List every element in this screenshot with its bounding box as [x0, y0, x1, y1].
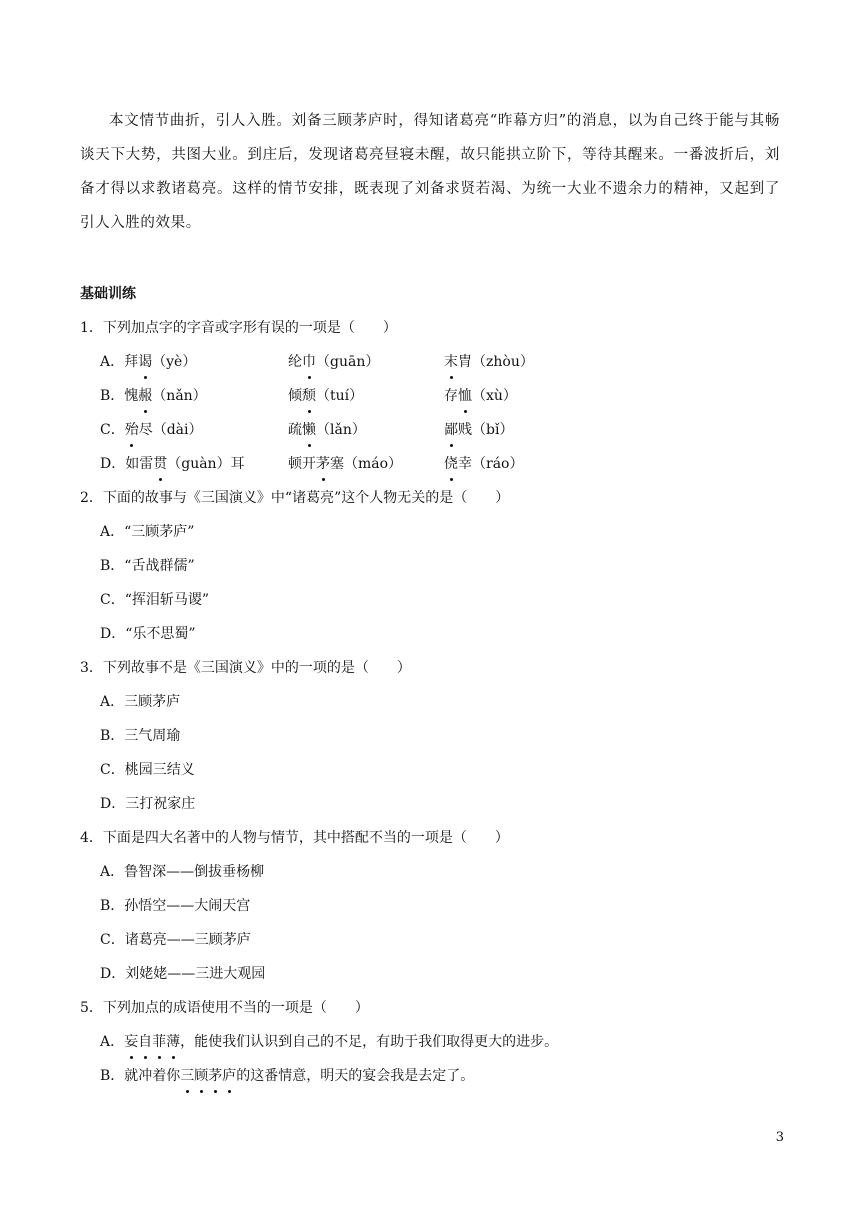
dotted-char: 妄	[124, 1029, 138, 1055]
intro-paragraph: 本文情节曲折，引人入胜。刘备三顾茅庐时，得知诸葛亮“昨幕方归”的消息，以为自己终于能与其畅谈天下大势，共图大业。到庄后，发现诸葛亮昼寝未醒，故只能拱立阶下，等待其醒来。一番波折后，刘备才得以求教诸葛亮。这样的情节安排，既表现了刘备求贤若渴、为统一大业不遗余力的精神，又起到了引人入胜的效果。	[80, 113, 780, 231]
q5-option-a: A．妄自菲薄，能使我们认识到自己的不足，有助于我们取得更大的进步。	[80, 1029, 780, 1063]
dotted-char: 懒	[302, 417, 316, 443]
option-letter: B．	[100, 388, 125, 404]
dotted-char: 自	[138, 1029, 152, 1055]
option-letter: D．	[100, 456, 126, 472]
dotted-char: 鄙	[444, 417, 458, 443]
q3-option-d: D．三打祝家庄	[100, 796, 196, 812]
dotted-char: 殆	[125, 417, 139, 443]
section-title: 基础训练	[80, 286, 136, 302]
dotted-char: 末	[444, 349, 458, 375]
dotted-char: 薄	[166, 1029, 180, 1055]
q2-option-a: A．“三顾茅庐”	[100, 524, 195, 540]
question-2-stem: 2．下面的故事与《三国演义》中“诸葛亮”这个人物无关的是（ ）	[80, 490, 510, 506]
option-letter: C．	[100, 422, 125, 438]
q4-option-a: A．鲁智深——倒拔垂杨柳	[100, 864, 265, 880]
q1-option-c: C．殆尽（dài） 疏懒（lǎn） 鄙贱（bǐ）	[80, 417, 780, 451]
dotted-char: 恤	[458, 383, 472, 409]
q3-option-b: B．三气周瑜	[100, 728, 181, 744]
dotted-char: 贯	[153, 451, 167, 477]
q3-option-c: C．桃园三结义	[100, 762, 195, 778]
q1-option-a: A．拜谒（yè） 纶巾（guān） 末胄（zhòu）	[80, 349, 780, 383]
dotted-char: 巾	[302, 349, 316, 375]
question-5-stem: 5．下列加点的成语使用不当的一项是（ ）	[80, 1000, 369, 1016]
dotted-char: 茅	[208, 1063, 222, 1089]
dotted-char: 谒	[138, 349, 152, 375]
dotted-char: 庐	[222, 1063, 236, 1089]
question-4-stem: 4．下面是四大名著中的人物与情节，其中搭配不当的一项是（ ）	[80, 830, 509, 846]
dotted-char: 菲	[152, 1029, 166, 1055]
dotted-char: 三	[180, 1063, 194, 1089]
dotted-char: 赧	[138, 383, 152, 409]
q4-option-b: B．孙悟空——大闹天宫	[100, 898, 251, 914]
q2-option-d: D．“乐不思蜀”	[100, 626, 196, 642]
q2-option-c: C．“挥泪斩马谡”	[100, 592, 210, 608]
q4-option-c: C．诸葛亮——三顾茅庐	[100, 932, 251, 948]
q2-option-b: B．“舌战群儒”	[100, 558, 195, 574]
dotted-char: 茅	[316, 451, 330, 477]
page-number: 3	[775, 1130, 784, 1145]
q5-option-b: B．就冲着你三顾茅庐的这番情意，明天的宴会我是去定了。	[80, 1063, 780, 1097]
question-1-stem: 1．下列加点字的字音或字形有误的一项是（ ）	[80, 320, 397, 336]
option-letter: A．	[100, 354, 125, 370]
question-3-stem: 3．下列故事不是《三国演义》中的一项的是（ ）	[80, 660, 411, 676]
q1-option-d: D．如雷贯（guàn）耳 顿开茅塞（máo） 侥幸（ráo）	[80, 451, 780, 485]
dotted-char: 顾	[194, 1063, 208, 1089]
questions-list	[80, 315, 780, 1097]
dotted-char: 颓	[302, 383, 316, 409]
q4-option-d: D．刘姥姥——三进大观园	[100, 966, 266, 982]
dotted-char: 侥	[444, 451, 458, 477]
q3-option-a: A．三顾茅庐	[100, 694, 181, 710]
q1-option-b: B．愧赧（nǎn） 倾颓（tuí） 存恤（xù）	[80, 383, 780, 417]
